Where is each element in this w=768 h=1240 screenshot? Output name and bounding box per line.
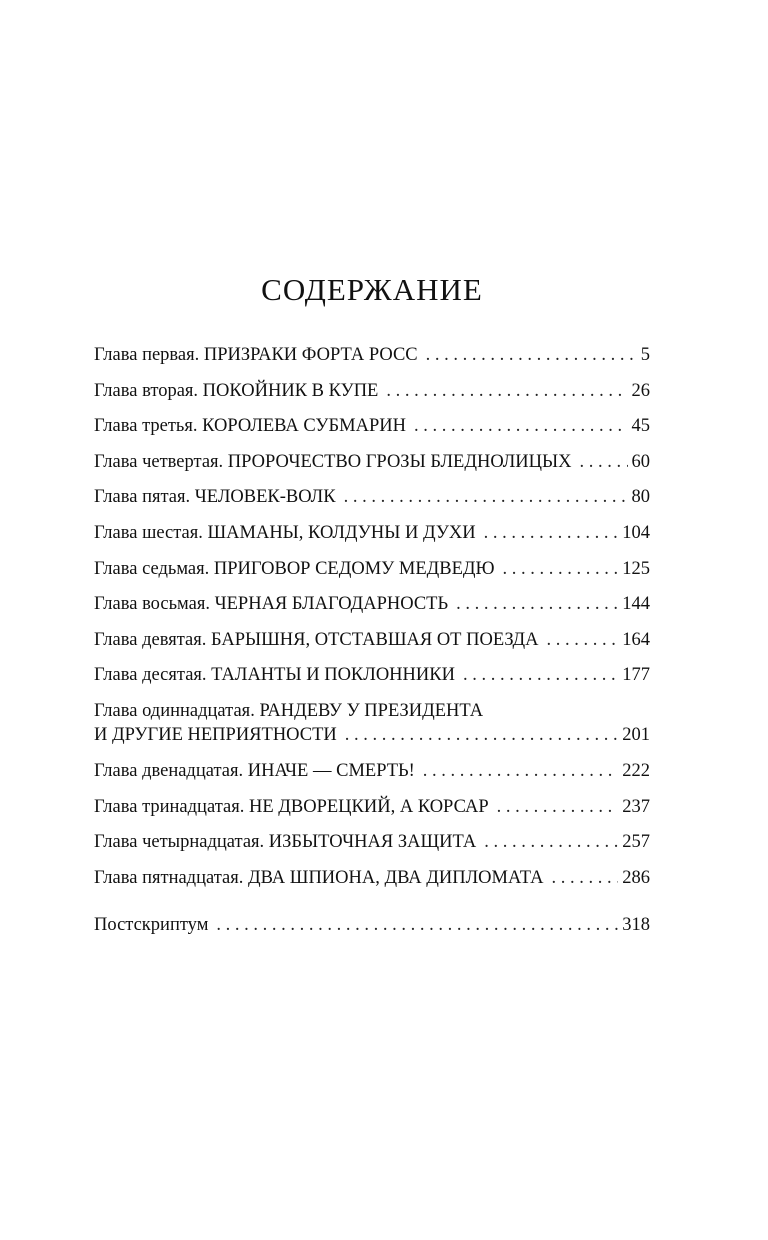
toc-entry-label: Глава третья. КОРОЛЕВА СУБМАРИН — [94, 416, 406, 437]
dot-leader — [497, 795, 619, 819]
toc-entry-page: 45 — [631, 416, 650, 437]
toc-entry-label-continued: И ДРУГИЕ НЕПРИЯТНОСТИ — [94, 724, 337, 745]
toc-entry-7 — [94, 557, 650, 593]
dot-leader — [344, 485, 628, 509]
toc-entry-label: Глава одиннадцатая. РАНДЕВУ У ПРЕЗИДЕНТА — [94, 700, 484, 721]
toc-entry-page: 144 — [622, 594, 650, 615]
toc-entry-11 — [94, 699, 650, 759]
toc-entry-page: 286 — [622, 867, 650, 888]
toc-entry-label: Глава первая. ПРИЗРАКИ ФОРТА РОСС — [94, 345, 418, 365]
toc-entry-label: Глава десятая. ТАЛАНТЫ И ПОКЛОННИКИ — [94, 665, 455, 686]
page-title: СОДЕРЖАНИЕ — [261, 272, 483, 307]
toc-entry-label: Глава восьмая. ЧЕРНАЯ БЛАГОДАРНОСТЬ — [94, 594, 449, 615]
toc-entry-page: 5 — [640, 345, 650, 365]
dot-leader — [580, 450, 628, 474]
toc-entry-label: Глава пятая. ЧЕЛОВЕК-ВОЛК — [94, 487, 336, 508]
toc-entry-label: Глава двенадцатая. ИНАЧЕ — СМЕРТЬ! — [94, 760, 415, 781]
table-of-contents — [94, 343, 650, 949]
toc-entry-page: 26 — [631, 380, 650, 401]
toc-entry-14 — [94, 830, 650, 866]
toc-entry-label: Глава шестая. ШАМАНЫ, КОЛДУНЫ И ДУХИ — [94, 522, 476, 543]
dot-leader — [386, 379, 627, 403]
dot-leader — [546, 628, 618, 652]
toc-entry-page: 257 — [622, 832, 650, 853]
toc-entry-6 — [94, 521, 650, 557]
toc-entry-line2 — [94, 723, 650, 759]
dot-leader — [456, 592, 618, 616]
toc-entry-4 — [94, 450, 650, 486]
toc-entry-page: 104 — [622, 522, 650, 543]
toc-entry-page: 60 — [631, 451, 650, 472]
toc-entry-label: Глава четырнадцатая. ИЗБЫТОЧНАЯ ЗАЩИТА — [94, 832, 477, 853]
toc-entry-page: 222 — [622, 760, 650, 781]
toc-entry-2 — [94, 379, 650, 415]
toc-entry-page: 201 — [622, 724, 650, 745]
toc-entry-5 — [94, 485, 650, 521]
dot-leader — [423, 759, 618, 783]
dot-leader — [484, 521, 619, 545]
toc-entry-page: 164 — [622, 629, 650, 650]
toc-entry-label: Глава девятая. БАРЫШНЯ, ОТСТАВШАЯ ОТ ПОЕЗДА — [94, 629, 539, 650]
dot-leader — [216, 913, 618, 937]
toc-entry-10 — [94, 663, 650, 699]
toc-entry-12 — [94, 759, 650, 795]
toc-entry-page: 237 — [622, 796, 650, 817]
dot-leader — [503, 557, 619, 581]
toc-entry-label: Постскриптум — [94, 915, 209, 936]
toc-entry-1 — [94, 343, 650, 379]
toc-entry-3 — [94, 414, 650, 450]
toc-entry-13 — [94, 795, 650, 831]
toc-entry-8 — [94, 592, 650, 628]
toc-entry-label: Глава тринадцатая. НЕ ДВОРЕЦКИЙ, А КОРСАР — [94, 796, 489, 817]
toc-entry-page: 125 — [622, 558, 650, 579]
toc-entry-postscript — [94, 913, 650, 949]
toc-entry-label: Глава вторая. ПОКОЙНИК В КУПЕ — [94, 380, 379, 401]
toc-entry-page: 177 — [622, 665, 650, 686]
dot-leader — [484, 830, 618, 854]
toc-entry-9 — [94, 628, 650, 664]
toc-entry-label: Глава четвертая. ПРОРОЧЕСТВО ГРОЗЫ БЛЕДНОЛИЦЫХ — [94, 451, 572, 472]
dot-leader — [426, 343, 637, 367]
dot-leader — [345, 723, 618, 747]
toc-entry-15 — [94, 866, 650, 902]
dot-leader — [463, 663, 618, 687]
dot-leader — [414, 414, 628, 438]
dot-leader — [551, 866, 618, 890]
toc-entry-label: Глава пятнадцатая. ДВА ШПИОНА, ДВА ДИПЛОМАТА — [94, 867, 544, 888]
toc-entry-page: 318 — [622, 915, 650, 936]
toc-entry-page: 80 — [631, 487, 650, 508]
toc-entry-label: Глава седьмая. ПРИГОВОР СЕДОМУ МЕДВЕДЮ — [94, 558, 495, 579]
